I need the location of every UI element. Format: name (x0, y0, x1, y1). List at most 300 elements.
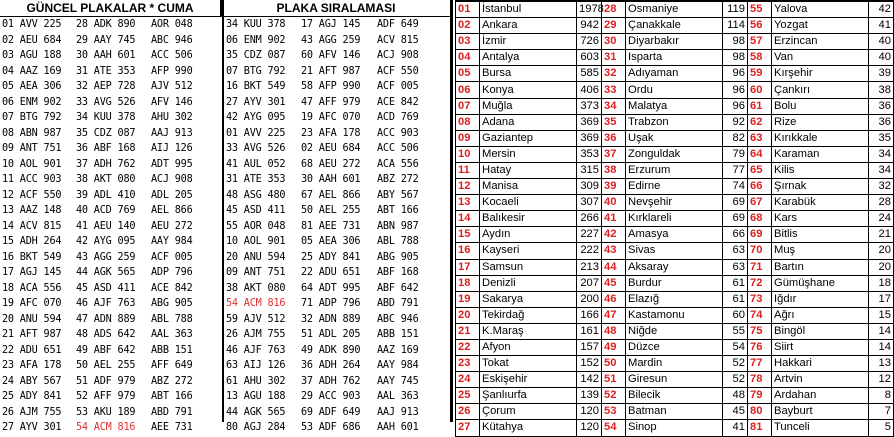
plate-entry: 20 ANU 594 (226, 251, 286, 263)
plate-entry: 55 AOR 048 (226, 220, 286, 232)
plate-entry: 15 ADH 264 (2, 236, 62, 247)
province-name: Isparta (626, 50, 723, 66)
province-code: 61 (748, 98, 772, 114)
province-name: Şanlıurfa (480, 388, 577, 404)
province-count: 24 (869, 211, 894, 227)
province-name: Niğde (626, 323, 723, 339)
province-code: 11 (456, 162, 480, 178)
province-name: Siirt (772, 339, 869, 355)
plate-entry: AIJ 126 (151, 143, 193, 154)
plate-entry: AAH 601 (377, 422, 419, 433)
province-count: 34 (869, 146, 894, 162)
plate-column-4 (226, 17, 285, 436)
plate-entry: 52 AFF 979 (76, 391, 136, 402)
province-code: 37 (602, 146, 626, 162)
plate-entry: ACA 556 (377, 158, 419, 170)
table-row (456, 162, 894, 178)
province-count: 307 (577, 195, 602, 211)
plate-entry: AEL 866 (151, 205, 193, 216)
plate-entry: 39 ADL 410 (76, 189, 136, 201)
province-count: 61 (723, 275, 748, 291)
province-name: Ankara (480, 18, 577, 34)
province-name: Bartın (772, 259, 869, 275)
plate-entry: ACJ 908 (151, 174, 193, 185)
province-name: Hakkari (772, 356, 869, 372)
province-code: 40 (602, 195, 626, 211)
plate-entry: ACF 005 (151, 251, 193, 263)
province-count: 353 (577, 146, 602, 162)
plate-entry: ABB 151 (151, 344, 193, 356)
province-name: Düzce (626, 339, 723, 355)
plate-entry: 02 AEU 684 (301, 143, 361, 154)
plate-entry: ADT 995 (151, 158, 193, 170)
plate-entry: ABG 905 (377, 251, 419, 263)
province-name: Van (772, 50, 869, 66)
plate-entry: 07 BTG 792 (226, 65, 286, 77)
plate-entry: AEE 731 (151, 422, 193, 433)
plate-entry: ACV 815 (377, 34, 419, 46)
table-row (456, 372, 894, 388)
province-code: 04 (456, 50, 480, 66)
province-count: 69 (723, 211, 748, 227)
plate-entry: 49 ADK 890 (301, 344, 361, 356)
province-name: Kırıkkale (772, 130, 869, 146)
plate-entry: 19 AFC 070 (301, 112, 361, 123)
plate-entry: 45 ASD 411 (226, 205, 286, 216)
province-code: 29 (602, 18, 626, 34)
province-count: 60 (723, 307, 748, 323)
province-name: Batman (626, 404, 723, 420)
province-name: Çorum (480, 404, 577, 420)
province-name: Tekirdağ (480, 307, 577, 323)
table-row (456, 291, 894, 307)
plate-entry: 41 AEU 140 (76, 220, 136, 232)
province-code: 49 (602, 339, 626, 355)
plate-entry: 63 AIJ 126 (226, 360, 286, 371)
province-name: Sivas (626, 243, 723, 259)
province-count: 120 (577, 420, 602, 436)
plate-entry: ACC 506 (377, 143, 419, 154)
plate-entry: 32 ADN 889 (301, 313, 361, 325)
province-name: Trabzon (626, 114, 723, 130)
province-code: 18 (456, 275, 480, 291)
province-count: 14 (869, 323, 894, 339)
province-code: 67 (748, 195, 772, 211)
province-code: 32 (602, 66, 626, 82)
province-code: 64 (748, 146, 772, 162)
province-code: 07 (456, 98, 480, 114)
plate-entry: 13 AGU 188 (226, 391, 286, 402)
plate-entry: ACF 550 (377, 65, 419, 77)
plate-entry: ABD 791 (151, 406, 193, 418)
province-count: 15 (869, 307, 894, 323)
plate-entry: 81 AEE 731 (301, 220, 361, 232)
province-code: 75 (748, 323, 772, 339)
plate-entry: 38 AKT 080 (226, 282, 286, 294)
province-code: 14 (456, 211, 480, 227)
plate-entry: 07 BTG 792 (2, 112, 62, 123)
province-count: 35 (869, 130, 894, 146)
province-count: 96 (723, 82, 748, 98)
province-count: 373 (577, 98, 602, 114)
province-count: 82 (723, 130, 748, 146)
province-code: 23 (456, 356, 480, 372)
plate-entry: ABL 788 (377, 236, 419, 247)
plate-entry: 45 ASD 411 (76, 282, 136, 294)
province-code: 33 (602, 82, 626, 98)
plate-entry: 29 ACC 903 (301, 391, 361, 402)
plate-entry: 01 AVV 225 (2, 19, 62, 30)
plate-order-header: PLAKA SIRALAMASI (222, 0, 450, 17)
plate-entry: 61 AHU 302 (226, 375, 286, 387)
plate-entry: 34 KUU 378 (226, 19, 286, 30)
province-name: Edirne (626, 179, 723, 195)
province-code: 56 (748, 18, 772, 34)
plate-entry: ABZ 272 (377, 174, 419, 185)
plate-entry: 48 ASG 480 (226, 189, 286, 201)
plate-entry: 05 AEA 306 (301, 236, 361, 247)
province-code: 63 (748, 130, 772, 146)
province-count: 40 (869, 34, 894, 50)
province-count: 21 (869, 227, 894, 243)
province-name: Kütahya (480, 420, 577, 436)
province-name: Bayburt (772, 404, 869, 420)
province-count: 7 (869, 404, 894, 420)
province-count: 52 (723, 372, 748, 388)
province-code: 36 (602, 130, 626, 146)
province-name: Malatya (626, 98, 723, 114)
province-count: 96 (723, 98, 748, 114)
plate-entry: 46 AJF 763 (226, 344, 286, 356)
plate-entry: 06 ENM 902 (2, 96, 62, 108)
table-row (456, 82, 894, 98)
plate-entry: 16 BKT 549 (226, 81, 286, 92)
plate-entry: ABL 788 (151, 313, 193, 325)
province-name: Tokat (480, 356, 577, 372)
plate-entry: ACJ 908 (377, 50, 419, 61)
province-code: 35 (602, 114, 626, 130)
province-code: 41 (602, 211, 626, 227)
plate-entry: AAZ 169 (377, 344, 419, 356)
plate-entry: 51 ADL 205 (301, 329, 361, 340)
province-name: Rize (772, 114, 869, 130)
plate-entry: 24 ABY 567 (2, 375, 62, 387)
province-count: 74 (723, 179, 748, 195)
plate-entry: 60 AFV 146 (301, 50, 361, 61)
province-count: 20 (869, 259, 894, 275)
province-name: Sinop (626, 420, 723, 436)
province-name: Şırnak (772, 179, 869, 195)
plate-entry: 44 AGK 565 (76, 267, 136, 278)
plate-entry: 20 ANU 594 (2, 313, 62, 325)
plate-column-2 (76, 17, 135, 436)
province-code: 06 (456, 82, 480, 98)
plate-entry: 40 ACD 769 (76, 205, 136, 216)
plate-entry: 34 KUU 378 (76, 112, 136, 123)
province-count: 213 (577, 259, 602, 275)
province-code: 62 (748, 114, 772, 130)
province-code: 08 (456, 114, 480, 130)
plate-entry: 42 AYG 095 (76, 236, 136, 247)
plate-entry: ABF 642 (377, 282, 419, 294)
province-count: 161 (577, 323, 602, 339)
province-count: 63 (723, 259, 748, 275)
province-name: Nevşehir (626, 195, 723, 211)
plate-entry: 42 AYG 095 (226, 112, 286, 123)
plate-entry: AAL 363 (151, 329, 193, 340)
province-count: 32 (869, 179, 894, 195)
plate-entry: 30 AAH 601 (301, 174, 361, 185)
province-count: 12 (869, 372, 894, 388)
province-code: 03 (456, 34, 480, 50)
province-count: 92 (723, 114, 748, 130)
province-name: Konya (480, 82, 577, 98)
province-code: 46 (602, 291, 626, 307)
plate-entry: 01 AVV 225 (226, 127, 286, 139)
province-count: 13 (869, 356, 894, 372)
province-code: 05 (456, 66, 480, 82)
plate-entry: 37 ADH 762 (76, 158, 136, 170)
province-name: Bolu (772, 98, 869, 114)
plate-entry: 35 CDZ 087 (226, 50, 286, 61)
province-name: Samsun (480, 259, 577, 275)
plate-entry: ACD 769 (377, 112, 419, 123)
province-name: Denizli (480, 275, 577, 291)
plate-column-5 (301, 17, 360, 436)
table-row (456, 66, 894, 82)
table-row (456, 146, 894, 162)
province-count: 585 (577, 66, 602, 82)
province-code: 22 (456, 339, 480, 355)
province-code: 51 (602, 372, 626, 388)
province-name: Uşak (626, 130, 723, 146)
plate-lists-panel (0, 0, 450, 433)
table-row (456, 227, 894, 243)
province-name: Kayseri (480, 243, 577, 259)
plate-entry: 35 CDZ 087 (76, 127, 136, 139)
province-name: Bitlis (772, 227, 869, 243)
province-name: Hatay (480, 162, 577, 178)
province-count: 28 (869, 195, 894, 211)
province-code: 15 (456, 227, 480, 243)
province-code: 30 (602, 34, 626, 50)
plate-column-6 (377, 17, 419, 436)
province-name: Ardahan (772, 388, 869, 404)
province-name: Adana (480, 114, 577, 130)
plate-entry: ABG 905 (151, 298, 193, 309)
plate-entry: 06 ENM 902 (226, 34, 286, 46)
plate-entry: ADL 205 (151, 189, 193, 201)
plate-entry: 25 ADY 841 (301, 251, 361, 263)
province-count: 79 (723, 146, 748, 162)
plate-entry: 26 AJM 755 (226, 329, 286, 340)
plate-entry: 80 AGJ 284 (226, 422, 286, 433)
plate-entry: ACE 842 (377, 96, 419, 108)
province-code: 19 (456, 291, 480, 307)
plate-entry: 54 ACM 816 (226, 298, 286, 309)
province-name: Erzincan (772, 34, 869, 50)
province-count: 119 (723, 1, 748, 18)
province-code: 24 (456, 372, 480, 388)
province-name: Karaman (772, 146, 869, 162)
table-row (456, 50, 894, 66)
plate-entry: 48 ADS 642 (76, 329, 136, 340)
province-code: 77 (748, 356, 772, 372)
plate-entry: ABT 166 (151, 391, 193, 402)
province-code: 68 (748, 211, 772, 227)
province-code: 70 (748, 243, 772, 259)
province-code: 31 (602, 50, 626, 66)
province-code: 57 (748, 34, 772, 50)
table-row (456, 130, 894, 146)
plate-entry: 10 AOL 901 (2, 158, 62, 170)
plate-entry: AAY 745 (377, 375, 419, 387)
province-name: Antalya (480, 50, 577, 66)
province-count: 36 (869, 114, 894, 130)
province-count: 142 (577, 372, 602, 388)
province-count: 726 (577, 34, 602, 50)
province-code: 27 (456, 420, 480, 436)
province-name: Mardin (626, 356, 723, 372)
province-count: 98 (723, 34, 748, 50)
plate-entry: 41 AUL 052 (226, 158, 286, 170)
province-code: 78 (748, 372, 772, 388)
province-count: 603 (577, 50, 602, 66)
table-row (456, 275, 894, 291)
province-name: Osmaniye (626, 1, 723, 18)
province-count: 48 (723, 388, 748, 404)
plate-entry: 14 ACV 815 (2, 220, 62, 232)
province-code: 58 (748, 50, 772, 66)
province-count: 166 (577, 307, 602, 323)
plate-entry: 38 AKT 080 (76, 174, 136, 185)
province-count: 152 (577, 356, 602, 372)
plate-entry: 17 AGJ 145 (301, 19, 361, 30)
province-code: 69 (748, 227, 772, 243)
province-count: 120 (577, 404, 602, 420)
column-divider (222, 0, 224, 422)
plate-entry: 31 ATE 353 (76, 65, 136, 77)
plate-entry: AAY 984 (377, 360, 419, 371)
province-count: 34 (869, 162, 894, 178)
table-row (456, 211, 894, 227)
plate-entry: 27 AYV 301 (2, 422, 62, 433)
province-count: 309 (577, 179, 602, 195)
plate-entry: 46 AJF 763 (76, 298, 136, 309)
plate-entry: 05 AEA 306 (2, 81, 62, 92)
plate-entry: 53 AKU 189 (76, 406, 136, 418)
province-code: 47 (602, 307, 626, 323)
province-name: Burdur (626, 275, 723, 291)
province-name: Gümüşhane (772, 275, 869, 291)
plate-entry: AJV 512 (151, 81, 193, 92)
province-count: 315 (577, 162, 602, 178)
plate-entry: ABY 567 (377, 189, 419, 201)
plate-entry: 10 AOL 901 (226, 236, 286, 247)
province-code: 21 (456, 323, 480, 339)
plate-entry: ABF 168 (377, 267, 419, 278)
province-name: Muş (772, 243, 869, 259)
plate-entry: 47 AFF 979 (301, 96, 361, 108)
plate-entry: 09 ANT 751 (2, 143, 62, 154)
plate-entry: ABC 946 (377, 313, 419, 325)
province-count-panel (455, 0, 891, 434)
province-code: 55 (748, 1, 772, 18)
province-code: 28 (602, 1, 626, 18)
plate-entry: ABC 946 (151, 34, 193, 46)
province-code: 60 (748, 82, 772, 98)
province-code: 12 (456, 179, 480, 195)
province-code: 54 (602, 420, 626, 436)
province-count: 55 (723, 323, 748, 339)
province-count: 406 (577, 82, 602, 98)
province-name: Giresun (626, 372, 723, 388)
plate-entry: 11 ACC 903 (2, 174, 62, 185)
plate-entry: 28 ADK 890 (76, 19, 136, 30)
plate-entry: ABD 791 (377, 298, 419, 309)
province-name: Tunceli (772, 420, 869, 436)
province-name: Erzurum (626, 162, 723, 178)
province-count: 38 (869, 82, 894, 98)
table-row (456, 339, 894, 355)
province-name: Ordu (626, 82, 723, 98)
province-name: Aydın (480, 227, 577, 243)
province-code: 59 (748, 66, 772, 82)
plate-entry: 49 ABF 642 (76, 344, 136, 356)
table-row (456, 179, 894, 195)
province-count: 36 (869, 98, 894, 114)
province-name: Iğdır (772, 291, 869, 307)
province-name: Kocaeli (480, 195, 577, 211)
plate-entry: 22 ADU 651 (301, 267, 361, 278)
province-count: 96 (723, 66, 748, 82)
province-name: İstanbul (480, 1, 577, 18)
table-row (456, 18, 894, 34)
province-code: 74 (748, 307, 772, 323)
table-row (456, 323, 894, 339)
plate-entry: 54 ACM 816 (76, 422, 136, 433)
plate-entry: 43 AGG 259 (301, 34, 361, 46)
plate-entry: 17 AGJ 145 (2, 267, 62, 278)
province-name: Bursa (480, 66, 577, 82)
province-code: 26 (456, 404, 480, 420)
province-name: Zonguldak (626, 146, 723, 162)
plate-entry: 44 AGK 565 (226, 406, 286, 418)
plate-entry: 68 AEU 272 (301, 158, 361, 170)
current-plates-header: GÜNCEL PLAKALAR * CUMA (0, 0, 222, 17)
plate-entry: 09 ANT 751 (226, 267, 286, 278)
province-count: 369 (577, 130, 602, 146)
table-row (456, 259, 894, 275)
plate-entry: 29 AAY 745 (76, 34, 136, 46)
plate-column-1 (2, 17, 61, 436)
province-count: 5 (869, 420, 894, 436)
province-count: 227 (577, 227, 602, 243)
plate-entry: 64 ADT 995 (301, 282, 361, 294)
province-count: 1978 (577, 1, 602, 18)
province-name: Muğla (480, 98, 577, 114)
province-code: 52 (602, 388, 626, 404)
province-code: 02 (456, 18, 480, 34)
plate-entry: 21 AFT 987 (301, 65, 361, 77)
province-code: 01 (456, 1, 480, 18)
plate-entry: 59 AJV 512 (226, 313, 286, 325)
plate-entry: 37 ADH 762 (301, 375, 361, 387)
province-code: 79 (748, 388, 772, 404)
province-code: 16 (456, 243, 480, 259)
plate-entry: 32 AEP 728 (76, 81, 136, 92)
plate-entry: ABB 151 (377, 329, 419, 340)
